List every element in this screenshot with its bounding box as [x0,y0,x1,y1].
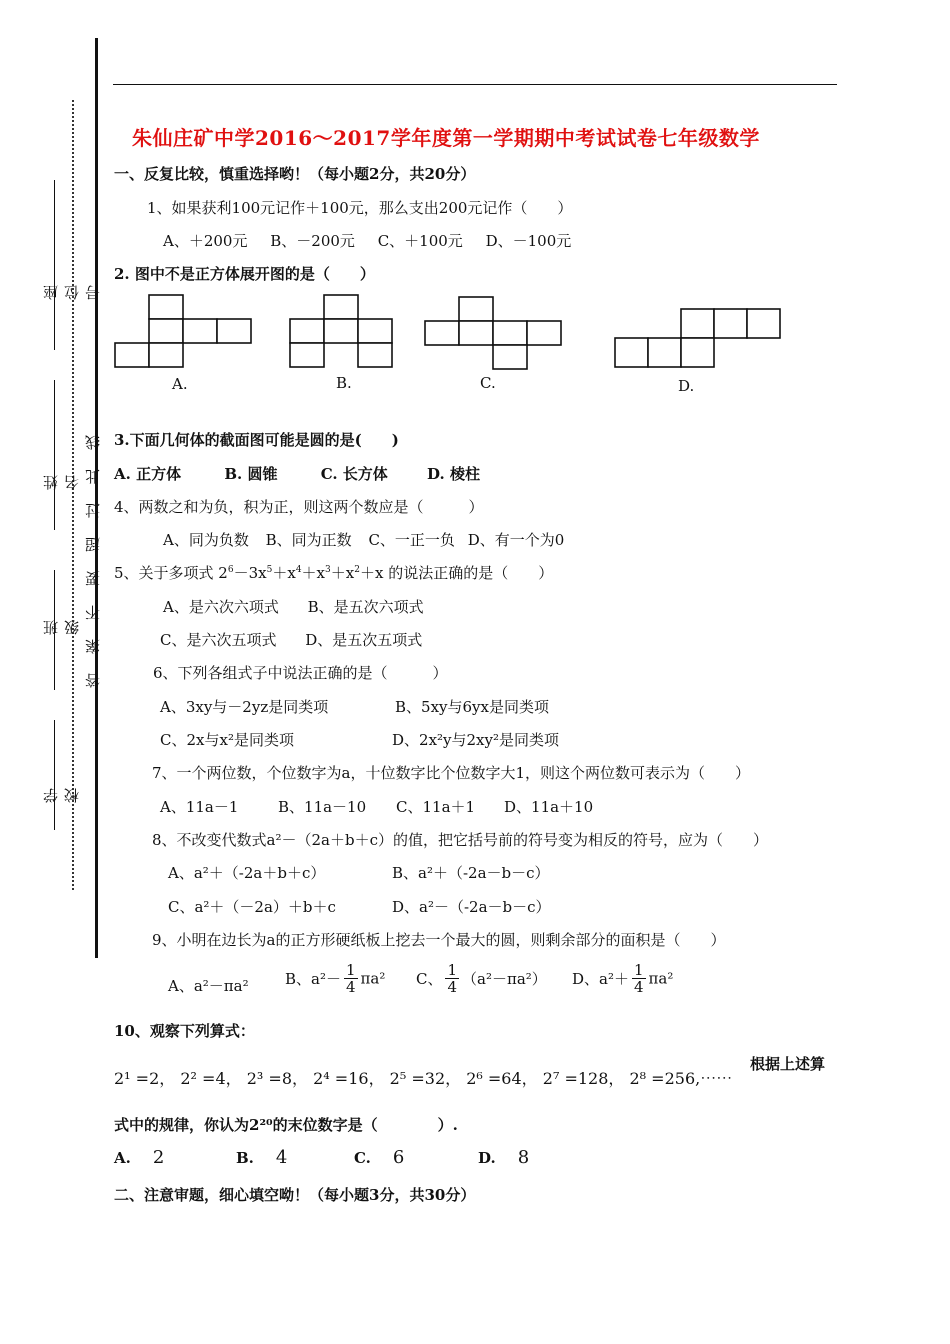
q7-option-b[interactable]: B、11a－10 [278,798,367,816]
net-b-label: B. [336,374,352,392]
q10-option-b-label: B. [236,1149,254,1167]
q6-option-a[interactable]: A、3xy与－2yz是同类项 [160,698,329,716]
power-term: 2⁶ =64， [466,1069,538,1088]
class-label: 班级 [42,620,81,635]
question-10: 10、观察下列算式： [114,1022,255,1040]
q6-option-b[interactable]: B、5xy与6yx是同类项 [395,698,549,716]
header-rule [113,84,837,85]
q9-option-b[interactable]: B、a²－ $\frac{1}{4}$ πa² [285,961,386,996]
q3-option-c[interactable]: C. 长方体 [320,465,388,483]
q9-option-c-text: C、 [416,970,443,988]
question-10-tail: 根据上述算 [750,1055,826,1073]
q1-option-d[interactable]: D、－100元 [485,232,572,250]
section-two-heading: 二、注意审题，细心填空呦！（每小题3分，共30分） [114,1186,476,1204]
school-label: 学校 [42,788,81,803]
notice-char: 不 [84,605,102,621]
q10-option-d-label: D. [478,1149,496,1167]
page-title: 朱仙庄矿中学2016～2017学年度第一学期期中考试试卷七年级数学 [132,126,760,150]
q8-option-d[interactable]: D、a²－（-2a－b－c） [392,898,551,916]
net-d-label: D. [678,377,695,395]
q9-option-b-text: B、a²－ [285,970,341,988]
q8-option-b[interactable]: B、a²＋（-2a－b－c） [392,864,550,882]
question-4: 4、两数之和为负，积为正，则这两个数应是（ ） [114,498,484,516]
q1-option-b[interactable]: B、－200元 [270,232,355,250]
net-c-label: C. [480,374,496,392]
question-7: 7、一个两位数，个位数字为a，十位数字比个位数字大1，则这个两位数可表示为（ ） [152,764,751,782]
power-term: 2⁷ =128， [542,1069,625,1088]
q6-option-c[interactable]: C、2x与x²是同类项 [160,731,294,749]
question-6: 6、下列各组式子中说法正确的是（ ） [153,664,448,682]
q7-option-c[interactable]: C、11a＋1 [396,798,476,816]
question-5: 5、关于多项式 $2^6-3x^5+x^4+x^3+x^2+x$ 的说法正确的是（ ） [114,564,554,582]
q5-text-post: 的说法正确的是（ ） [388,564,554,582]
notice-char: 线 [84,435,102,451]
power-sequence [114,1066,732,1089]
q7-option-d[interactable]: D、11a＋10 [504,798,594,816]
question-3: 3.下面几何体的截面图可能是圆的是( ) [114,431,399,449]
q10-option-a-label: A. [114,1149,131,1167]
seal-line-notice [76,426,100,698]
fraction-quarter: $\frac{1}{4}$ [447,961,458,996]
q10-option-c-value: 6 [392,1147,405,1168]
binding-dotted-line [72,100,74,890]
notice-char: 案 [84,639,102,655]
q1-option-c[interactable]: C、＋100元 [377,232,463,250]
power-term: 2¹ =2， [114,1069,176,1088]
q4-option-b[interactable]: B、同为正数 [265,531,352,549]
net-a-label: A. [172,375,188,393]
q10-option-a[interactable] [114,1147,164,1168]
notice-char: 答 [84,673,102,689]
seat-label: 座位号 [42,285,102,300]
q3-option-b[interactable]: B. 圆锥 [224,465,278,483]
power-term: 2³ =8， [246,1069,309,1088]
q10-option-a-value: 2 [152,1147,165,1168]
question-4-options [163,529,564,550]
q10-option-b[interactable] [236,1147,287,1168]
cube-net-figures [100,285,800,405]
net-b[interactable] [290,295,392,367]
question-1-options [163,230,571,251]
q3-option-d[interactable]: D. 棱柱 [427,465,480,483]
power-term: 2⁴ =16， [313,1069,385,1088]
q9-option-d-text: D、a²＋ [572,970,629,988]
q6-option-d[interactable]: D、2x²y与2xy²是同类项 [392,731,560,749]
q10-option-b-value: 4 [275,1147,288,1168]
fraction-quarter: $\frac{1}{4}$ [633,961,644,996]
q8-option-c[interactable]: C、a²＋（－2a）＋b＋c [168,898,336,916]
q5-text-pre: 5、关于多项式 2 [114,564,228,582]
question-1: 1、如果获利100元记作＋100元，那么支出200元记作（ ） [147,199,573,217]
net-a[interactable] [115,295,251,367]
q9-option-a[interactable]: A、a²－πa² [168,977,249,995]
question-8: 8、不改变代数式a²－（2a＋b＋c）的值，把它括号前的符号变为相反的符号，应为（ ） [152,831,768,849]
question-2: 2. 图中不是正方体展开图的是（ ） [114,265,375,283]
q4-option-d[interactable]: D、有一个为0 [467,531,565,549]
q10-option-d[interactable] [478,1147,529,1168]
net-d[interactable] [615,309,780,367]
q5-option-d[interactable]: D、是五次五项式 [305,631,423,649]
q5-option-a[interactable]: A、是六次六项式 [163,598,279,616]
q1-option-a[interactable]: A、＋200元 [163,232,248,250]
power-term: 2⁸ =256,⋯⋯ [629,1069,733,1088]
power-term: 2² =4， [180,1069,242,1088]
notice-char: 此 [84,469,102,485]
question-9: 9、小明在边长为a的正方形硬纸板上挖去一个最大的圆，则剩余部分的面积是（ ） [152,931,726,949]
notice-char: 超 [84,537,102,553]
fraction-quarter: $\frac{1}{4}$ [345,961,356,996]
name-label: 姓名 [42,475,81,490]
question-3-options [114,463,480,484]
q7-option-a[interactable]: A、11a－1 [160,798,239,816]
q4-option-c[interactable]: C、一正一负 [368,531,455,549]
q10-option-d-value: 8 [517,1147,530,1168]
q8-option-a[interactable]: A、a²＋（-2a＋b＋c） [168,864,326,882]
q4-option-a[interactable]: A、同为负数 [163,531,249,549]
q5-option-b[interactable]: B、是五次六项式 [307,598,424,616]
q5-option-c[interactable]: C、是六次五项式 [160,631,277,649]
question-5-options-row2 [160,629,422,650]
question-5-options-row1 [163,596,424,617]
net-c[interactable] [425,297,561,369]
notice-char: 过 [84,503,102,519]
q10-option-c-label: C. [354,1149,371,1167]
q3-option-a[interactable]: A. 正方体 [114,465,182,483]
notice-char: 要 [84,571,102,587]
q10-option-c[interactable] [354,1147,404,1168]
section-one-heading: 一、反复比较，慎重选择哟！（每小题2分，共20分） [114,165,476,183]
power-term: 2⁵ =32， [389,1069,462,1088]
q9-option-d[interactable]: D、a²＋ $\frac{1}{4}$ πa² [572,961,674,996]
question-10-line2: 式中的规律，你认为2²⁰的末位数字是（ ）. [114,1116,458,1134]
q9-option-c[interactable]: C、 $\frac{1}{4}$ （a²－πa²） [416,961,547,996]
